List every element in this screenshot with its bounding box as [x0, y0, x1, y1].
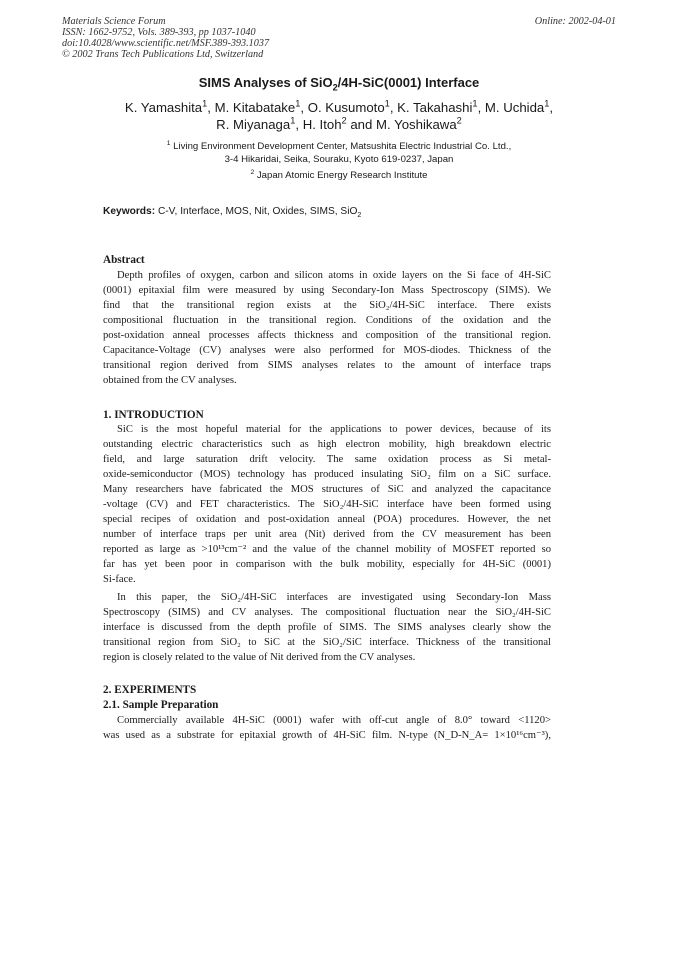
affiliation-2 [60, 170, 618, 181]
author-affiliation-mark: 2 [341, 115, 347, 126]
author-separator: , [549, 100, 554, 115]
text-line: special recipes of oxidation and post-oxidation anneal (POA) procedures. However, the net [103, 514, 551, 525]
affiliation-1-line-2: 3-4 Hikaridai, Seika, Souraku, Kyoto 619-0237, Japan [224, 153, 454, 165]
journal-header [62, 16, 269, 60]
title-post: /4H-SiC(0001) Interface [337, 75, 480, 90]
keywords [103, 206, 362, 220]
text-line: Depth profiles of oxygen, carbon and silicon atoms in oxide layers on the Si face of 4H-SiC [117, 270, 551, 281]
author-name: K. Yamashita [124, 100, 203, 115]
author-line-2 [60, 116, 618, 133]
author-separator: , [389, 100, 398, 115]
copyright-line: © 2002 Trans Tech Publications Ltd, Switzerland [62, 49, 264, 60]
author-name: K. Takahashi [397, 100, 473, 115]
author-name: R. Miyanaga [216, 117, 291, 132]
author-name: H. Itoh [302, 117, 342, 132]
affiliation-2-mark: 2 [250, 168, 255, 176]
keywords-text: C-V, Interface, MOS, Nit, Oxides, SIMS, SiO [157, 206, 358, 217]
text-line: oxide-semiconductor (MOS) technology has produced insulating SiO₂ film on a SiC surface. [103, 469, 551, 480]
author-list [60, 99, 618, 133]
author-separator: and [346, 117, 377, 132]
title-pre: SIMS Analyses of SiO [198, 75, 333, 90]
affiliation-1-text: Living Environment Development Center, Matsushita Electric Industrial Co. Ltd., [173, 141, 512, 152]
author-affiliation-mark: 1 [384, 98, 390, 109]
text-line: SiC is the most hopeful material for the applications to power devices, because of its [117, 424, 551, 435]
experiments-body [103, 713, 551, 743]
online-date: Online: 2002-04-01 [534, 16, 616, 27]
text-line: far has yet been poor in comparison with the bulk mobility, especially for 4H-SiC (0001) [103, 559, 551, 570]
author-separator: , [300, 100, 308, 115]
author-affiliation-mark: 1 [290, 115, 296, 126]
text-line: number of interface traps per unit area (Nit) derived from the CV measurement has been [103, 529, 551, 540]
author-name: O. Kusumoto [307, 100, 385, 115]
text-line: reported as large as >10¹³cm⁻² and the value of the channel mobility of MOSFET reported so [103, 544, 551, 555]
text-line: Many researchers have fabricated the MOS structures of SiC and analyzed the capacitance [103, 484, 551, 495]
text-line: region is closely related to the value of Nit derived from the CV analyses. [103, 652, 416, 663]
author-line-1 [60, 99, 618, 116]
author-affiliation-mark: 2 [456, 115, 462, 126]
affiliation-1 [60, 141, 618, 166]
text-line: Capacitance-Voltage (CV) analyses were also performed for MOS-diodes. Thickness of the [103, 345, 551, 356]
text-line: transitional region derived from SIMS analyses relates to the amount of interface traps [103, 360, 551, 371]
text-line: obtained from the CV analyses. [103, 375, 237, 386]
author-affiliation-mark: 1 [472, 98, 478, 109]
text-line: outstanding electric characteristics such as high electron mobility, high breakdown electric [103, 439, 551, 450]
author-separator: , [477, 100, 485, 115]
author-name: M. Uchida [484, 100, 545, 115]
author-name: M. Kitabatake [214, 100, 296, 115]
text-line: Commercially available 4H-SiC (0001) wafer with off-cut angle of 8.0° toward <1120> [117, 715, 551, 726]
paper-title [0, 75, 678, 93]
author-name: M. Yoshikawa [376, 117, 457, 132]
issn-line: ISSN: 1662-9752, Vols. 389-393, pp 1037-1040 [62, 27, 256, 38]
text-line: Si-face. [103, 574, 136, 585]
abstract-heading: Abstract [103, 254, 145, 266]
experiments-heading: 2. EXPERIMENTS [103, 684, 197, 696]
keywords-label: Keywords: [103, 206, 156, 217]
affiliation-1-line-1 [60, 141, 618, 154]
doi-line[interactable]: doi:10.4028/www.scientific.net/MSF.389-393.1037 [62, 38, 270, 49]
affiliation-2-text: Japan Atomic Energy Research Institute [256, 170, 428, 181]
text-line: find that the transitional region exists at the SiO₂/4H-SiC interface. There exists [103, 300, 551, 311]
text-line: (0001) epitaxial film were measured by using Secondary-Ion Mass Spectroscopy (SIMS). We [103, 285, 551, 296]
affiliation-1-mark: 1 [166, 139, 171, 147]
text-line: In this paper, the SiO₂/4H-SiC interfaces are investigated using Secondary-Ion Mass [117, 592, 551, 603]
keywords-sub: 2 [357, 211, 362, 220]
title-sub: 2 [332, 82, 338, 93]
text-line: interface is discussed from the depth profile of SIMS. The SIMS analyses clearly show the [103, 622, 551, 633]
author-separator: , [295, 117, 303, 132]
introduction-heading: 1. INTRODUCTION [103, 409, 204, 421]
text-line: post-oxidation anneal processes affects thickness and composition of the transitional region. [103, 330, 551, 341]
abstract-body [103, 268, 551, 388]
sample-preparation-heading: 2.1. Sample Preparation [103, 699, 219, 711]
text-line: field, and large saturation drift velocity. The same oxidation process as Si metal- [103, 454, 551, 465]
text-line: was used as a substrate for epitaxial growth of 4H-SiC film. N-type (N_D-N_A= 1×10¹⁶cm⁻³), [103, 730, 551, 741]
author-affiliation-mark: 1 [295, 98, 301, 109]
author-affiliation-mark: 1 [544, 98, 550, 109]
text-line: Spectroscopy (SIMS) and CV analyses. The compositional fluctuation near the SiO₂/4H-SiC [103, 607, 551, 618]
introduction-paragraph-1 [103, 422, 551, 587]
introduction-paragraph-2 [103, 590, 551, 665]
journal-name: Materials Science Forum [62, 16, 166, 27]
author-separator: , [207, 100, 215, 115]
author-affiliation-mark: 1 [202, 98, 208, 109]
text-line: transitional region from SiO₂ to SiC at the SiO₂/SiC interface. Thickness of the transitional [103, 637, 551, 648]
text-line: compositional fluctuation in the transitional region. Conditions of the oxidation and the [103, 315, 551, 326]
text-line: -voltage (CV) and FET characteristics. The SiO₂/4H-SiC interface have been formed using [103, 499, 551, 510]
